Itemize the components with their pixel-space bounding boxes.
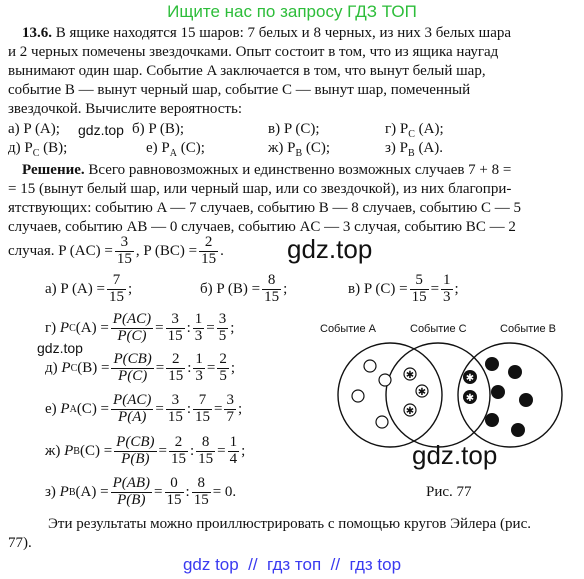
solution-line-4: случаев, событию AB — 0 случаев, событию AC — 3 случая, событию BC — 2 xyxy=(8,219,516,235)
answer-v: в) P (C) = $\frac{5}{15}$ = $\frac{1}{3}$ ; xyxy=(348,271,459,305)
answer-b: б) P (B) = $\frac{8}{15}$ ; xyxy=(200,271,288,305)
label-event-c: Событие C xyxy=(410,323,467,335)
option-g: г) $P_C$ (A); xyxy=(385,121,444,140)
black-balls xyxy=(485,357,533,437)
watermark-large-2: gdz.top xyxy=(412,440,498,470)
option-d: д) $P_C$ (B); xyxy=(8,140,68,159)
figure-caption: Рис. 77 xyxy=(426,484,472,500)
problem-text-1: В ящике находятся 15 шаров: 7 белых и 8 черных, из них 3 белых шара xyxy=(55,25,512,41)
answer-a: а) P (A) = $\frac{7}{15}$ ; xyxy=(45,271,133,305)
option-z: з) $P_B$ (A). xyxy=(385,140,444,159)
conclusion-line-2: 77). xyxy=(8,535,32,551)
white-balls xyxy=(352,360,391,428)
problem-line-4: событие B — вынут черный шар, событие C — вынут шар, помеченный xyxy=(8,82,471,98)
star-marks-black xyxy=(466,373,474,404)
svg-text:✱: ✱ xyxy=(465,393,475,404)
label-event-b: Событие B xyxy=(500,323,556,335)
header-banner: Ищите нас по запросу ГДЗ ТОП xyxy=(167,2,417,21)
watermark-large-1: gdz.top xyxy=(287,234,373,264)
watermark-small: gdz.top xyxy=(37,340,83,356)
option-e: е) $P_A$ (C); xyxy=(146,140,205,159)
svg-text:✱: ✱ xyxy=(465,373,475,384)
answer-zh: ж) P B (C) = $\frac{P(CB)}{P(B)}$ = $\frac{2}{15}$ : $\frac{8}{15}$ = $\frac{1}{4}$ ; xyxy=(45,433,246,467)
watermark-inline: gdz.top xyxy=(78,122,124,138)
answer-e: е) P A (C) = $\frac{P(AC)}{P(A)}$ = $\frac{3}{15}$ : $\frac{7}{15}$ = $\frac{3}{7}$ ; xyxy=(45,391,243,425)
answer-g: г) P C (A) = $\frac{P(AC)}{P(C)}$ = $\frac{3}{15}$ : $\frac{1}{3}$ = $\frac{3}{5}$ ; xyxy=(45,310,235,344)
problem-line-1 xyxy=(22,24,511,43)
option-b: б) P (B); xyxy=(132,121,185,137)
option-v: в) P (C); xyxy=(268,121,320,137)
solution-line-5: случая. P (AC) = $\frac{3}{15}$ , P (BC) = $\frac{2}{15}$ . xyxy=(8,233,224,267)
option-a: а) P (A); xyxy=(8,121,60,137)
svg-text:✱: ✱ xyxy=(417,387,427,398)
answer-d: д) P C (B) = $\frac{P(CB)}{P(C)}$ = $\frac{2}{15}$ : $\frac{1}{3}$ = $\frac{2}{5}$ ; xyxy=(45,350,236,384)
solution-line-1: Решение. Всего равновозможных и единственно возможных случаев 7 + 8 = xyxy=(22,162,512,178)
problem-line-5: звездочкой. Вычислите вероятность: xyxy=(8,101,242,117)
problem-line-2: и 2 черных помечены звездочками. Опыт состоит в том, что из ящика наугад xyxy=(8,44,499,60)
answer-z: з) P B (A) = $\frac{P(AB)}{P(B)}$ = $\frac{0}{15}$ : $\frac{8}{15}$ = 0. xyxy=(45,474,237,508)
option-zh: ж) $P_B$ (C); xyxy=(268,140,331,159)
label-event-a: Событие A xyxy=(320,323,376,335)
solution-line-2: = 15 (вынут белый шар, или черный шар, или со звездочкой), из них благопри- xyxy=(8,181,512,197)
problem-line-3: вынимают один шар. Событие A заключается в том, что вынут белый шар, xyxy=(8,63,486,79)
solution-line-3: ятствующих: событию A — 7 случаев, событию B — 8 случаев, событию C — 5 xyxy=(8,200,522,216)
solution-label: Решение. xyxy=(22,162,85,178)
svg-text:✱: ✱ xyxy=(405,406,415,417)
svg-text:✱: ✱ xyxy=(405,370,415,381)
conclusion-line-1: Эти результаты можно проиллюстрировать с помощью кругов Эйлера (рис. xyxy=(48,516,531,532)
problem-number: 13.6. xyxy=(22,25,52,41)
footer-links: gdz top // гдз топ // гдз top xyxy=(182,555,402,574)
